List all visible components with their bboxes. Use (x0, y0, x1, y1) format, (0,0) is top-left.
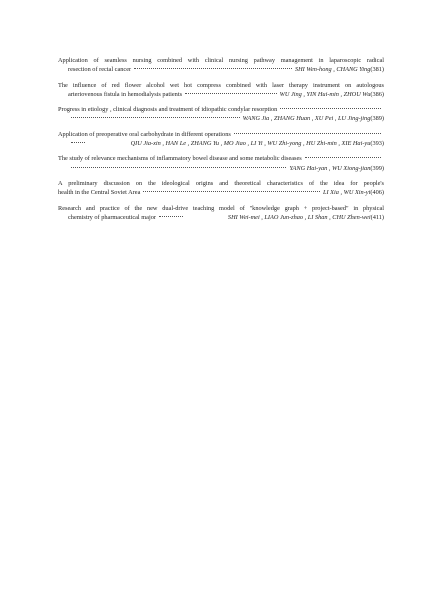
entry-title-line1: The influence of red flower alcohol wet hot compress combined with laser therapy instrument on autologous (58, 81, 384, 89)
entry-authors: YANG Hai-yan , WU Xiong-jian (289, 164, 371, 172)
toc-entry (58, 179, 384, 198)
entry-page-number: (386) (370, 90, 384, 98)
dot-leader (305, 157, 381, 158)
entry-title-line2 (58, 164, 384, 173)
entry-title-line1 (58, 105, 384, 114)
toc-entry (58, 204, 384, 223)
entry-authors: WU Jing , YIN Hui-min , ZHOU Wu (279, 90, 371, 98)
dot-leader (71, 167, 286, 168)
entry-title-line1 (58, 130, 384, 139)
entry-page-number: (393) (370, 140, 384, 148)
entry-title-line1: Research and practice of the new dual-drive teaching model of "knowledge graph + project-based" in physical (58, 204, 384, 212)
dot-leader (280, 108, 381, 109)
entry-page-number: (381) (370, 66, 384, 74)
entry-title-line1: Application of seamless nursing combined with clinical nursing pathway management in laparoscopic radical (58, 57, 384, 64)
table-of-contents (58, 56, 384, 228)
entry-title-line2 (58, 139, 384, 148)
entry-page-number: (411) (370, 213, 384, 221)
toc-entry (58, 154, 384, 173)
dot-leader (71, 142, 85, 143)
entry-authors: SHI Wen-hong , CHANG Ying (294, 66, 371, 74)
dot-leader (234, 133, 381, 134)
entry-authors: LI Xia , WU Xin-yi (322, 189, 371, 197)
entry-authors: QIU Jia-xin , HAN Le , ZHANG Yu , MO Jiao , LI Yi , WU Zhi-yong , HU Zhi-min , XIE Hai-yu (130, 140, 371, 148)
entry-page-number: (406) (370, 189, 384, 197)
entry-page-number: (389) (370, 115, 384, 123)
toc-entry (58, 56, 384, 75)
entry-title-line2 (58, 114, 384, 123)
toc-entry (58, 130, 384, 149)
entry-authors: WANG Jia , ZHANG Huan , XU Pei , LU Jing-jing (242, 115, 371, 123)
dot-leader (134, 68, 292, 69)
entry-authors-page (295, 65, 384, 74)
entry-authors-page (289, 164, 384, 173)
entry-authors-page (323, 188, 384, 197)
entry-title-line2 (58, 188, 384, 197)
entry-title-line2 (58, 213, 384, 222)
dot-leader (71, 117, 240, 118)
entry-title: The study of relevance mechanisms of inflammatory bowel disease and some metabolic diseases (58, 155, 302, 163)
entry-page-number: (399) (370, 164, 384, 172)
entry-title-continued: resection of rectal cancer (68, 66, 132, 74)
entry-title-continued: arteriovenous fistula in hemodialysis patients (68, 90, 183, 98)
dot-leader (159, 216, 183, 217)
entry-authors-page (131, 139, 384, 148)
dot-leader (185, 93, 277, 94)
entry-authors-page (243, 114, 384, 123)
entry-title-line1 (58, 154, 384, 163)
entry-title-continued: chemistry of pharmaceutical major (68, 213, 156, 221)
entry-title: Progress in etiology , clinical diagnosis and treatment of idiopathic condylar resorption (58, 106, 278, 114)
dot-leader (143, 191, 320, 192)
entry-title: Application of preoperative oral carbohydrate in different operations (58, 130, 231, 138)
entry-title-line2 (58, 65, 384, 74)
entry-authors: SHI Wei-mei , LIAO Jun-zhao , LI Shan , CHU Zhen-wei (227, 213, 371, 221)
entry-title-line1: A preliminary discussion on the ideological origins and theoretical characteristics of the idea for people's (58, 179, 384, 187)
toc-entry (58, 105, 384, 124)
entry-title-line2 (58, 90, 384, 99)
entry-authors-page (228, 213, 384, 222)
entry-title-continued: health in the Central Soviet Area (58, 189, 141, 197)
toc-entry (58, 81, 384, 100)
entry-authors-page (280, 90, 384, 99)
